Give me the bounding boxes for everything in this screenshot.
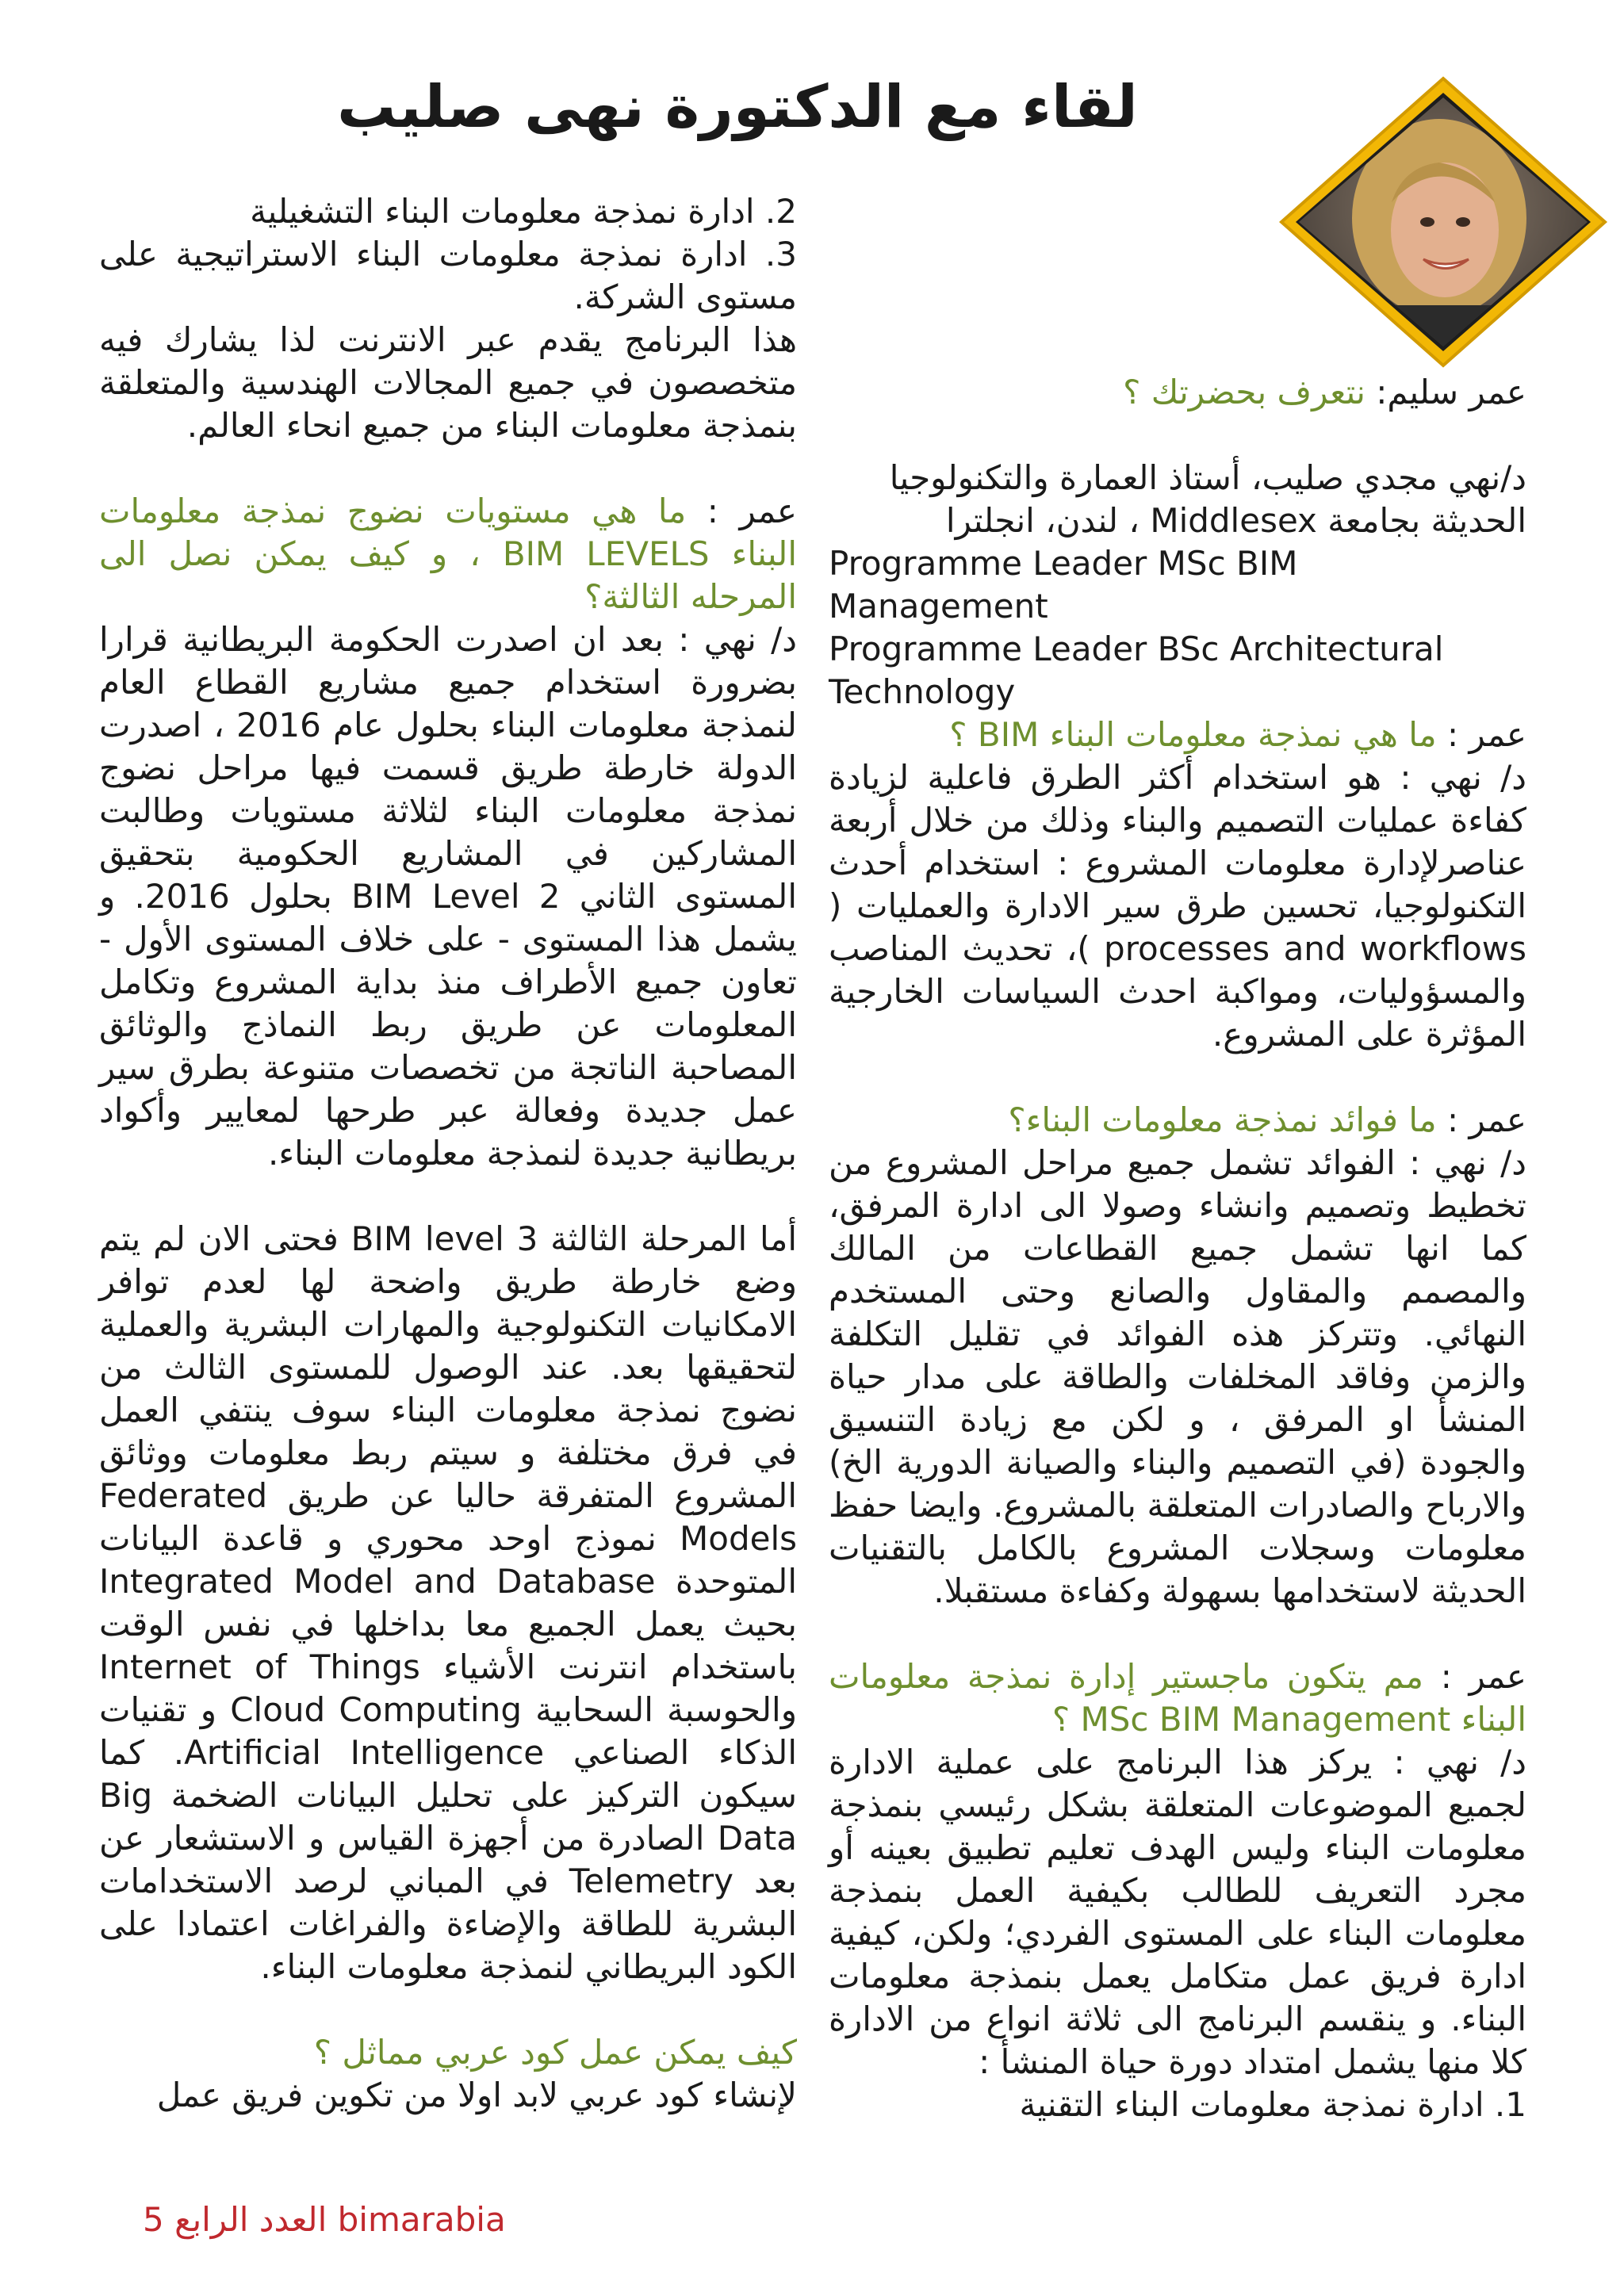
right-column xyxy=(829,371,1526,2126)
answer-line: Programme Leader MSc BIM Management xyxy=(829,544,1298,626)
question-text: نتعرف بحضرتك ؟ xyxy=(1123,373,1365,411)
answer-paragraph: أما المرحلة الثالثة BIM level 3 فحتى الان لم يتم وضع خارطة طريق واضحة لها لعدم توافر الامكانيات التكنولوجية والمهارات البشرية والعملية لتحقيقها بعد. عند الوصول للمستوى الثالث من نضوج نمذجة معلومات البناء سوف ينتفي العمل في فرق مختلفة و سيتم ربط معلومات ووثائق المشروع المتفرقة حاليا عن طريق Federated Models نموذج اوحد محوري و قاعدة البيانات المتوحدة Integrated Model and Database بحيث يعمل الجميع معا بداخلها في نفس الوقت باستخدام انترنت الأشياء Internet of Things والحوسبة السحابية Cloud Computing و تقنيات الذكاء الصناعي Artificial Intelligence. كما سيكون التركيز على تحليل البيانات الضخمة Big Data الصادرة من أجهزة القياس و الاستشعار عن بعد Telemetry في المباني لرصد الاستخدامات البشرية للطاقة والإضاءة والفراغات اعتمادا على الكود البريطاني لنمذجة معلومات البناء. xyxy=(99,1219,797,1986)
program-note: هذا البرنامج يقدم عبر الانترنت لذا يشارك فيه متخصصون في جميع المجالات الهندسية والمتعلقة بنمذجة معلومات البناء من جميع انحاء العالم. xyxy=(99,320,797,445)
question-text: ما فوائد نمذجة معلومات البناء؟ xyxy=(1008,1100,1437,1139)
left-column xyxy=(99,190,797,2117)
list-item: 2. ادارة نمذجة معلومات البناء التشغيلية xyxy=(250,192,797,231)
answer-paragraph: د/ نهي : يركز هذا البرنامج على عملية الادارة لجميع الموضوعات المتعلقة بشكل رئيسي بنمذجة معلومات البناء وليس الهدف تعليم تطبيق بعينه أو مجرد التعريف للطالب بكيفية العمل بنمذجة معلومات البناء على المستوى الفردي؛ ولكن، كيفية ادارة فريق عمل متكامل يعمل بنمذجة معلومات البناء. و ينقسم البرنامج الى ثلاثة انواع من الادارة كلا منها يشمل امتداد دورة حياة المنشأ : xyxy=(829,1743,1526,2081)
answer-line: Technology xyxy=(829,672,1016,711)
answer-paragraph: د/ نهي : بعد ان اصدرت الحكومة البريطانية قرارا بضرورة استخدام جميع مشاريع القطاع العام لنمذجة معلومات البناء بحلول عام 2016 ، اصدرت الدولة خارطة طريق قسمت فيها مراحل نضوج نمذجة معلومات البناء لثلاثة مستويات وطالبت المشاركين في المشاريع الحكومية بتحقيق المستوى الثاني BIM Level 2 بحلول 2016. و يشمل هذا المستوى - على خلاف المستوى الأول - تعاون جميع الأطراف منذ بداية المشروع وتكامل المعلومات عن طريق ربط النماذج والوثائق المصاحبة الناتجة من تخصصات متنوعة بطرق سير عمل جديدة وفعالة عبر طرحها لمعايير وأكواد بريطانية جديدة لنمذجة معلومات البناء. xyxy=(99,620,797,1173)
question-msc-program xyxy=(829,1655,1526,1741)
speaker-label: عمر : xyxy=(707,492,797,530)
question-who-are-you xyxy=(829,371,1526,414)
question-bim-levels xyxy=(99,490,797,618)
question-bim-benefits xyxy=(829,1099,1526,1142)
speaker-label: عمر : xyxy=(1440,1657,1526,1696)
page-number: 5 xyxy=(143,2200,164,2239)
list-item: 1. ادارة نمذجة معلومات البناء التقنية xyxy=(1019,2085,1526,2124)
question-text: ما هي مستويات نضوج نمذجة معلومات البناء BIM LEVELS ، و كيف يمكن نصل الى المرحله الثالثة؟ xyxy=(99,492,797,616)
question-text: ما هي نمذجة معلومات البناء BIM ؟ xyxy=(949,715,1437,754)
answer-line: الحديثة بجامعة Middlesex ، لندن، انجلترا xyxy=(945,501,1526,540)
author-portrait xyxy=(1277,75,1610,369)
question-text: مم يتكون ماجستير إدارة نمذجة معلومات البناء MSc BIM Management ؟ xyxy=(829,1657,1526,1739)
speaker-label: عمر سليم: xyxy=(1376,373,1526,411)
page-footer xyxy=(143,2196,506,2244)
speaker-label: عمر : xyxy=(1446,1100,1526,1139)
answer-paragraph: د/ نهي : هو استخدام أكثر الطرق فاعلية لزيادة كفاءة عمليات التصميم والبناء وذلك من خلال أربعة عناصرلإدارة معلومات المشروع : استخدام أحدث التكنولوجيا، تحسين طرق سير الادارة والعمليات ( processes and workflows )، تحديث المناصب والمسؤوليات، ومواكبة احدث السياسات الخارجية المؤثرة على المشروع. xyxy=(829,758,1526,1054)
answer-paragraph: د/ نهي : الفوائد تشمل جميع مراحل المشروع من تخطيط وتصميم وانشاء وصولا الى ادارة المرفق، كما انها تشمل جميع القطاعات من المالك والمصمم والمقاول والصانع وحتى المستخدم النهائي. وتتركز هذه الفوائد في تقليل التكلفة والزمن وفاقد المخلفات والطاقة على مدار حياة المنشأ او المرفق ، و لكن مع زيادة التنسيق والجودة (في التصميم والبناء والصيانة الدورية الخ) والارباح والصادرات المتعلقة بالمشروع. وايضا حفظ معلومات وسجلات المشروع بالكامل بالتقنيات الحديثة لاستخدامها بسهولة وكفاءة مستقبلا. xyxy=(829,1143,1526,1610)
question-what-is-bim xyxy=(829,714,1526,756)
brand-name: bimarabia xyxy=(337,2200,506,2239)
question-arabic-code: كيف يمكن عمل كود عربي مماثل ؟ xyxy=(313,2033,797,2072)
page-title: لقاء مع الدكتورة نهى صليب xyxy=(337,73,1138,141)
answer-paragraph: لإنشاء كود عربي لابد اولا من تكوين فريق عمل xyxy=(156,2076,797,2114)
speaker-label: عمر : xyxy=(1446,715,1526,754)
issue-label: العدد الرابع xyxy=(174,2200,327,2239)
answer-line: د/نهي مجدي صليب، أستاذ العمارة والتكنولوجيا xyxy=(889,458,1526,497)
list-item: 3. ادارة نمذجة معلومات البناء الاستراتيجية على مستوى الشركة. xyxy=(99,235,797,316)
answer-line: Programme Leader BSc Architectural xyxy=(829,629,1444,668)
